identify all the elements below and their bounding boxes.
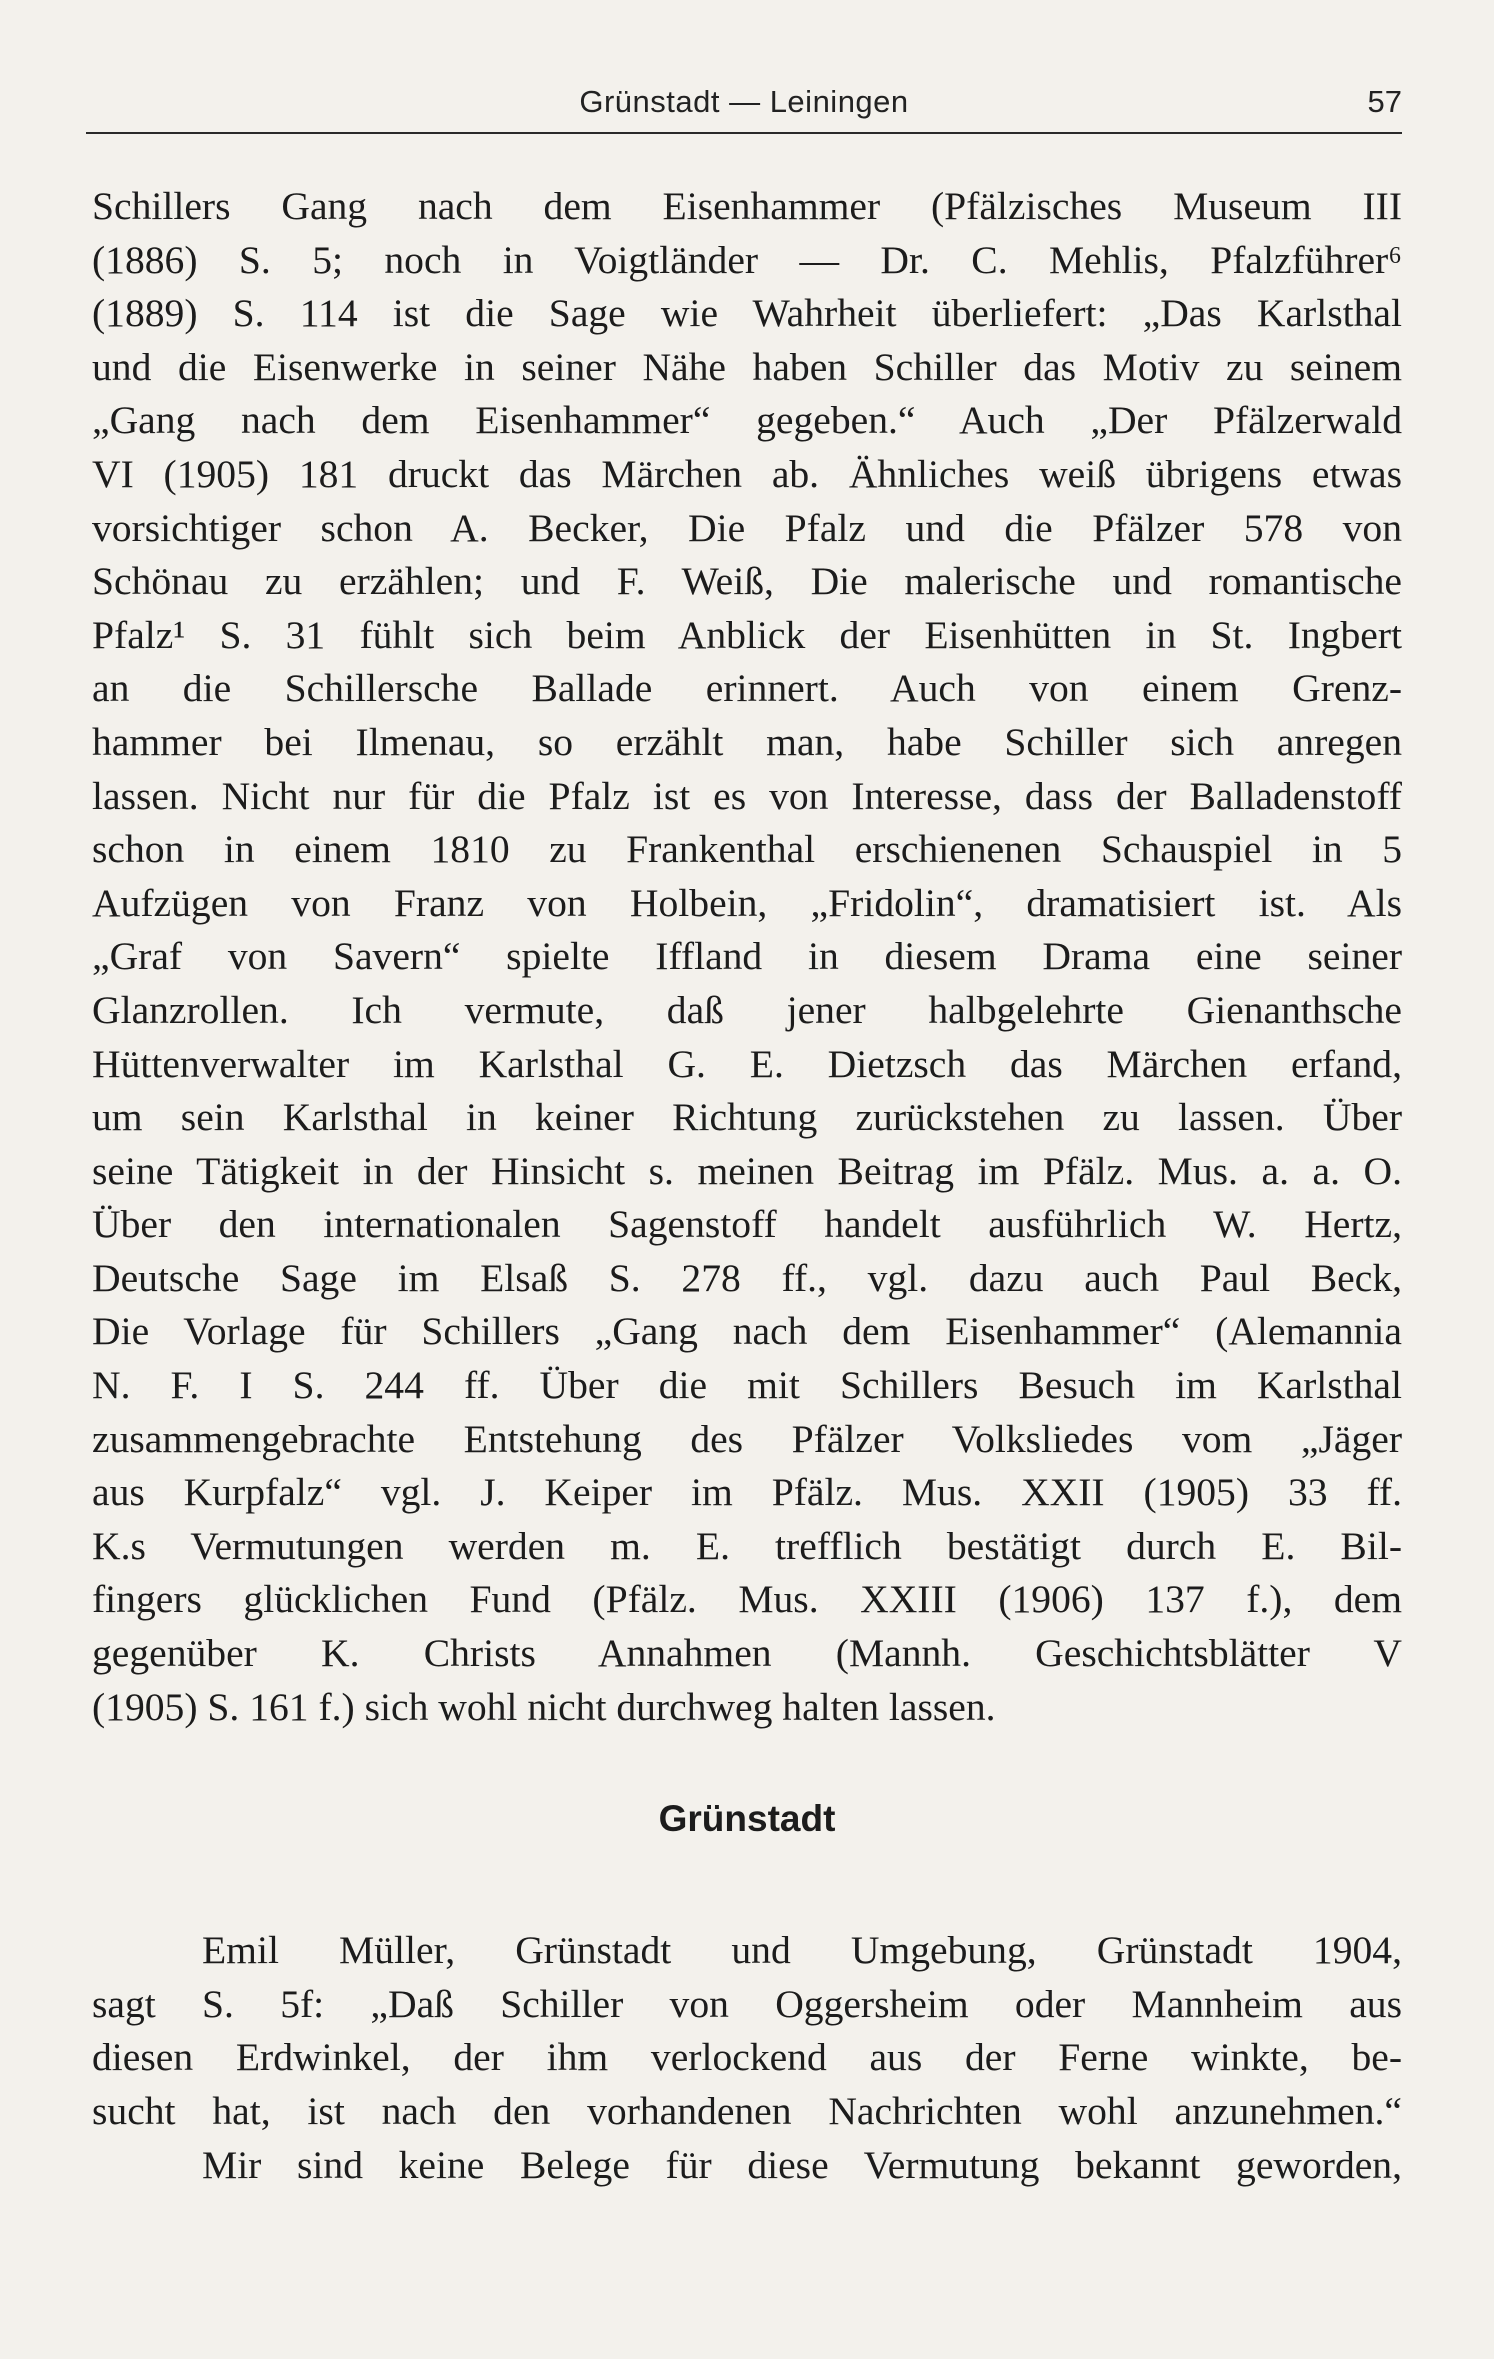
text-line: diesen Erdwinkel, der ihm verlockend aus der Ferne winkte, be- <box>92 2035 1402 2080</box>
text-line: Schillers Gang nach dem Eisenhammer (Pfälzisches Museum III <box>92 184 1402 228</box>
text-line: lassen. Nicht nur für die Pfalz ist es von Interesse, dass der Balladenstoff <box>92 773 1402 818</box>
text-line: gegenüber K. Christs Annahmen (Mannh. Geschichtsblätter V <box>92 1631 1402 1676</box>
text-line: K.s Vermutungen werden m. E. trefflich bestätigt durch E. Bil- <box>92 1523 1402 1568</box>
text-line: schon in einem 1810 zu Frankenthal erschienenen Schauspiel in 5 <box>92 827 1402 872</box>
text-line: seine Tätigkeit in der Hinsicht s. meinen Beitrag im Pfälz. Mus. a. a. O. <box>92 1148 1402 1193</box>
page-body <box>92 180 1402 2192</box>
text-line: aus Kurpfalz“ vgl. J. Keiper im Pfälz. Mus. XXII (1905) 33 ff. <box>92 1470 1402 1515</box>
paragraph-gruenstadt <box>92 1924 1402 2192</box>
text-line: Glanzrollen. Ich vermute, daß jener halbgelehrte Gienanthsche <box>92 987 1402 1032</box>
text-line: fingers glücklichen Fund (Pfälz. Mus. XXIII (1906) 137 f.), dem <box>92 1577 1402 1622</box>
running-header <box>86 76 1402 134</box>
text-line: Mir sind keine Belege für diese Vermutung bekannt geworden, <box>202 2142 1402 2187</box>
page-number: 57 <box>1367 84 1402 119</box>
text-line: zusammengebrachte Entstehung des Pfälzer Volksliedes vom „Jäger <box>92 1416 1402 1461</box>
text-line: Pfalz¹ S. 31 fühlt sich beim Anblick der Eisenhütten in St. Ingbert <box>92 612 1402 657</box>
text-line: vorsichtiger schon A. Becker, Die Pfalz und die Pfälzer 578 von <box>92 505 1402 550</box>
text-line: (1889) S. 114 ist die Sage wie Wahrheit überliefert: „Das Karlsthal <box>92 291 1402 336</box>
text-line: Hüttenverwalter im Karlsthal G. E. Dietzsch das Märchen erfand, <box>92 1041 1402 1086</box>
text-line: sagt S. 5f: „Daß Schiller von Oggersheim oder Mannheim aus <box>92 1981 1402 2026</box>
text-line: Schönau zu erzählen; und F. Weiß, Die malerische und romantische <box>92 559 1402 604</box>
text-line: „Graf von Savern“ spielte Iffland in diesem Drama eine seiner <box>92 934 1402 979</box>
text-line: um sein Karlsthal in keiner Richtung zurückstehen zu lassen. Über <box>92 1095 1402 1140</box>
section-heading: Grünstadt <box>658 1798 836 1840</box>
text-line: VI (1905) 181 druckt das Märchen ab. Ähnliches weiß übrigens etwas <box>92 451 1402 496</box>
text-line: Deutsche Sage im Elsaß S. 278 ff., vgl. dazu auch Paul Beck, <box>92 1255 1402 1300</box>
text-line: an die Schillersche Ballade erinnert. Auch von einem Grenz- <box>92 666 1402 711</box>
text-line: (1905) S. 161 f.) sich wohl nicht durchweg halten lassen. <box>92 1684 996 1729</box>
text-line: N. F. I S. 244 ff. Über die mit Schillers Besuch im Karlsthal <box>92 1363 1402 1408</box>
text-line: „Gang nach dem Eisenhammer“ gegeben.“ Auch „Der Pfälzerwald <box>92 398 1402 443</box>
running-title: Grünstadt — Leiningen <box>579 84 909 119</box>
text-line: hammer bei Ilmenau, so erzählt man, habe Schiller sich anregen <box>92 719 1402 764</box>
paragraph-schiller-eisenhammer <box>92 180 1402 1734</box>
text-line: Die Vorlage für Schillers „Gang nach dem Eisenhammer“ (Alemannia <box>92 1309 1402 1354</box>
text-line: Emil Müller, Grünstadt und Umgebung, Grünstadt 1904, <box>202 1928 1402 1973</box>
text-line: Über den internationalen Sagenstoff handelt ausführlich W. Hertz, <box>92 1202 1402 1247</box>
text-line: und die Eisenwerke in seiner Nähe haben Schiller das Motiv zu seinem <box>92 344 1402 389</box>
text-line: (1886) S. 5; noch in Voigtländer — Dr. C. Mehlis, Pfalzführer⁶ <box>92 237 1402 282</box>
text-line: Aufzügen von Franz von Holbein, „Fridolin“, dramatisiert ist. Als <box>92 880 1402 925</box>
text-line: sucht hat, ist nach den vorhandenen Nachrichten wohl anzunehmen.“ <box>92 2089 1402 2133</box>
